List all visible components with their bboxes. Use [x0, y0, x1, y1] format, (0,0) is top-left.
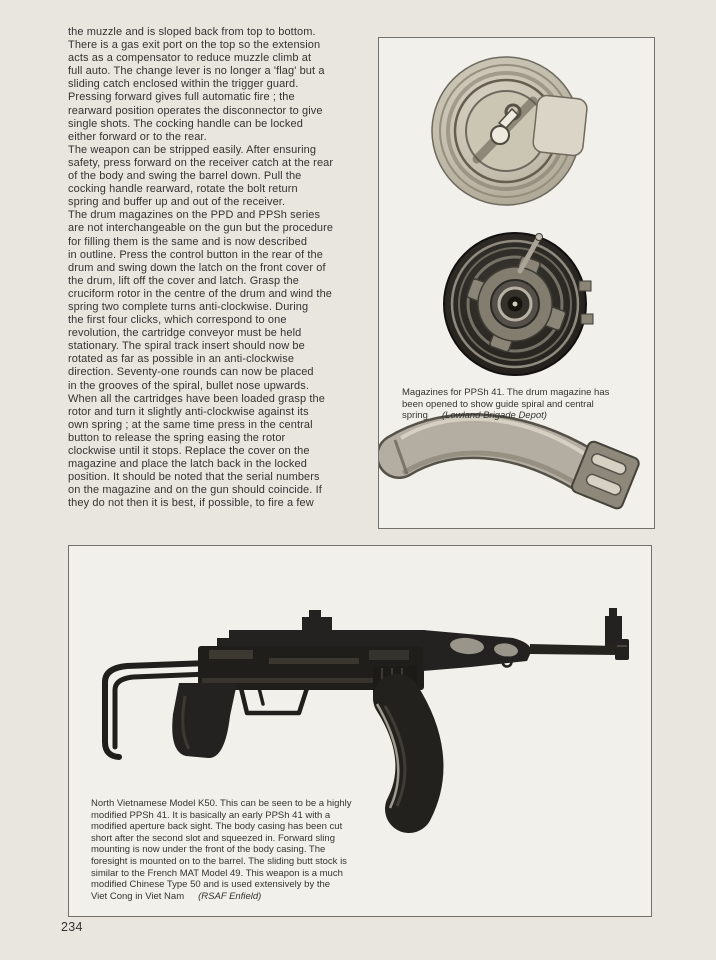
figure-box-magazines	[378, 37, 655, 529]
opened-drum-magazine-photo	[444, 233, 593, 375]
closed-drum-magazine-photo	[432, 57, 588, 205]
body-paragraph: The drum magazines on the PPD and PPSh series are not interchangeable on the gun but the procedure for filling them is the same and is now described in outline. Press the control button in the rear of the drum and swing down the latch on the front cover of the drum, lift off the cover and latch. Grasp the cruciform rotor in the centre of the drum and wind the spring two complete turns anti-clockwise. During the first four clicks, which correspond to one revolution, the cartridge conveyor must be held stationary. The spiral track insert should now be rotated as far as possible in an anti-clockwise direction. Seventy-one rounds can now be placed in the grooves of the spiral, bullet nose upwards. When all the cartridges have been loaded grasp the rotor and turn it slightly anti-clockwise against its own spring ; at the same time press in the central button to release the spring easing the rotor clockwise until it stops. Replace the cover on the magazine and place the latch back in the locked position. It should be noted that the serial numbers on the magazine and on the gun should coincide. If they do not then it is best, if possible, to fire a few	[68, 209, 334, 510]
body-paragraph: The weapon can be stripped easily. After ensuring safety, press forward on the receiver catch at the rear of the body and swing the barrel down. Pull the cocking handle rearward, rotate the bolt return spring and buffer up and out of the receiver.	[68, 143, 334, 209]
k50-caption-credit: (RSAF Enfield)	[198, 890, 262, 902]
magazines-caption: Magazines for PPSh 41. The drum magazine has been opened to show guide spiral and central spring (Lowland Brigade Depot)	[402, 387, 610, 422]
body-paragraph: the muzzle and is sloped back from top to bottom. There is a gas exit port on the top so the extension acts as a compensator to reduce muzzle climb at full auto. The change lever is no longer a 'flag' but a sliding catch enclosed within the trigger guard. Pressing forward gives full automatic fire ; the rearward position operates the disconnector to give single shots. The cocking handle can be locked either forward or to the rear.	[68, 26, 325, 143]
magazines-caption-credit: (Lowland Brigade Depot)	[441, 410, 547, 422]
magazines-caption-tail: spring	[402, 410, 428, 422]
article-text-column	[68, 26, 370, 510]
page-number: 234	[61, 920, 83, 934]
curved-box-magazine-photo	[395, 419, 641, 510]
k50-caption-tail: Viet Cong in Viet Nam	[91, 890, 185, 902]
magazines-photos	[379, 38, 654, 528]
figure-box-k50	[68, 545, 652, 917]
k50-caption: North Vietnamese Model K50. This can be seen to be a highly modified PPSh 41. It is basically an early PPSh 41 with a modified aperture back sight. The body casing has been cut short after the second slot and squeezed in. Forward sling mounting is now under the front of the body casing. The foresight is mounted on to the barrel. The sliding butt stock is similar to the French MAT Model 49. This weapon is a much modified Chinese Type 50 and is used extensively by the Viet Cong in Viet Nam (RSAF Enfield)	[91, 798, 352, 902]
